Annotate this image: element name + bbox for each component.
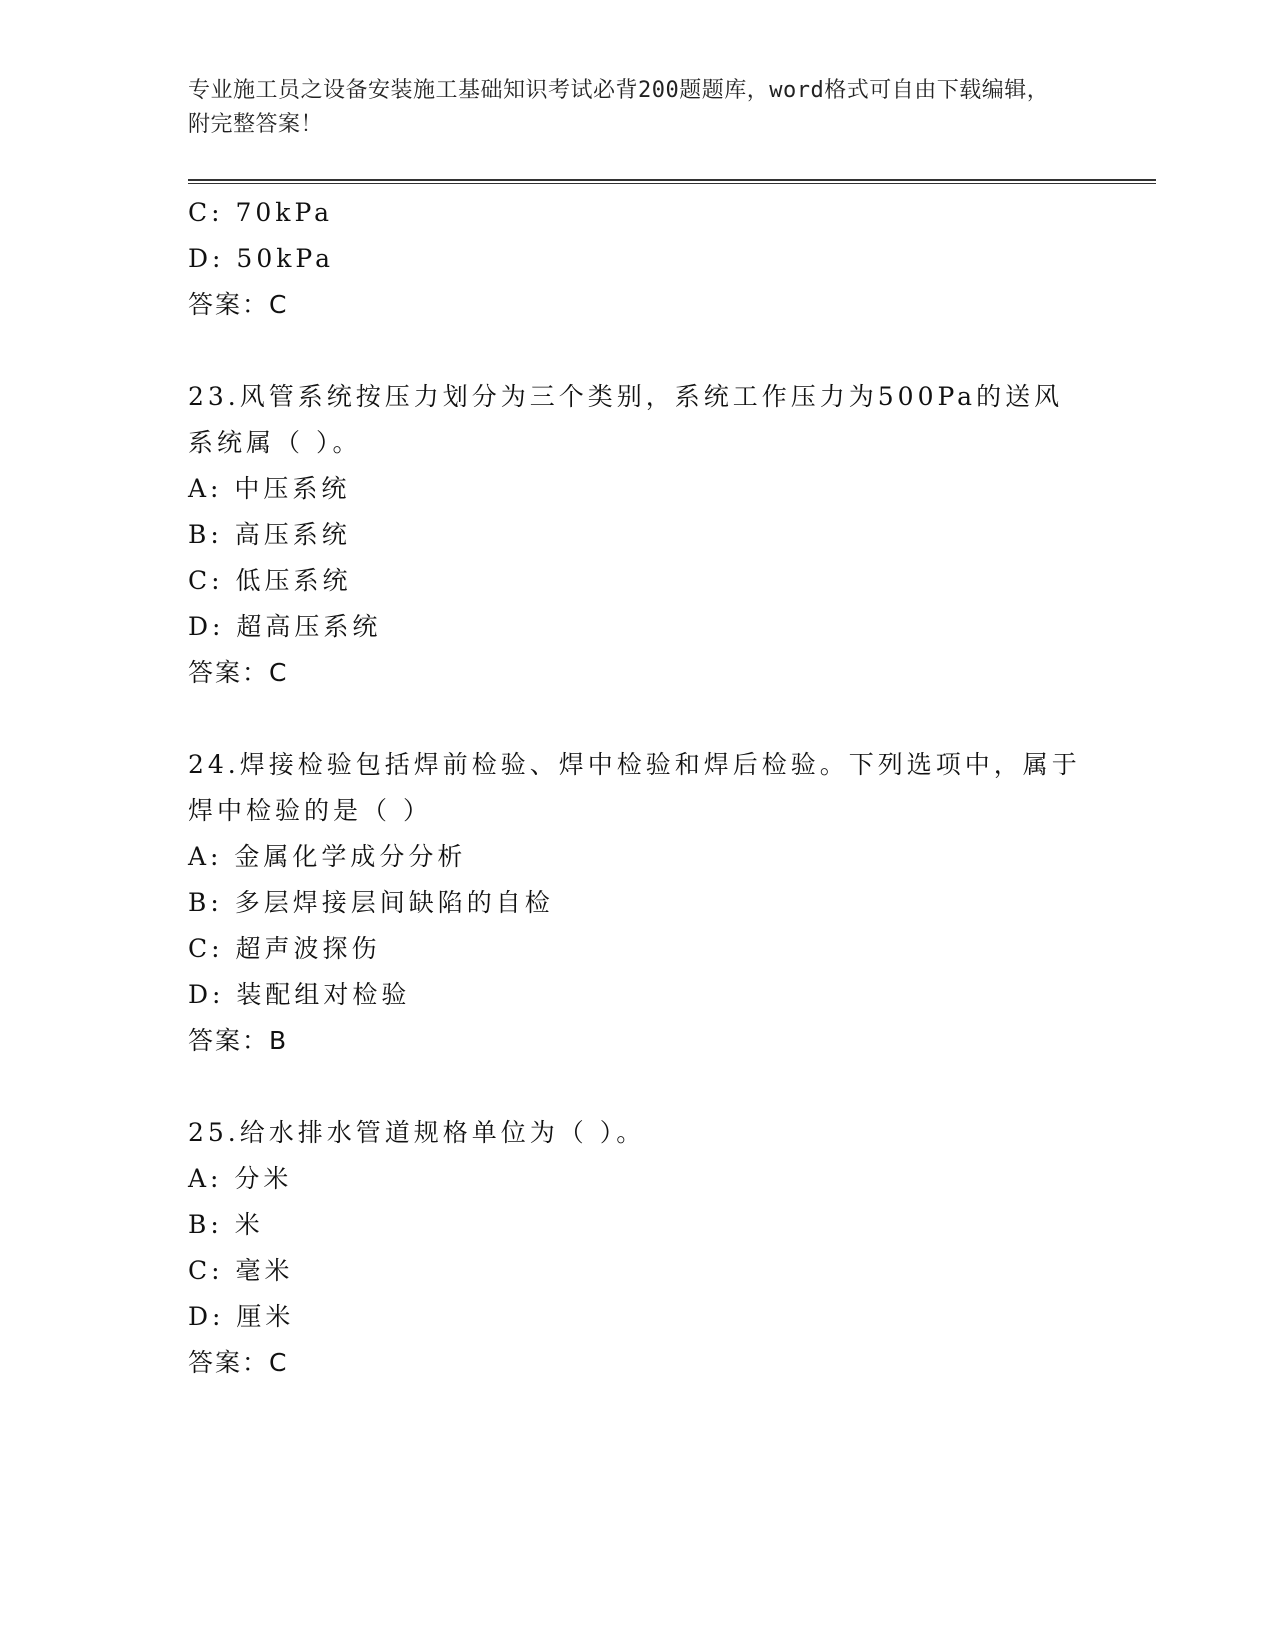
question-24-option-c: C: 超声波探伤 — [188, 934, 381, 963]
question-25-answer: 答案：C — [188, 1348, 289, 1377]
question-25-option-a: A: 分米 — [188, 1164, 293, 1193]
header-divider-thin — [188, 183, 1156, 184]
option-c: C: 70kPa — [188, 198, 334, 227]
header-divider — [188, 179, 1156, 181]
question-23-option-c: C: 低压系统 — [188, 566, 352, 595]
question-24-option-a: A: 金属化学成分分析 — [188, 842, 467, 871]
question-25-option-c: C: 毫米 — [188, 1256, 294, 1285]
question-23-option-a: A: 中压系统 — [188, 474, 351, 503]
document-header: 专业施工员之设备安装施工基础知识考试必背200题题库，word格式可自由下载编辑，附完整答案！ — [188, 78, 1050, 137]
question-23-answer: 答案：C — [188, 658, 289, 687]
question-24-option-d: D: 装配组对检验 — [188, 980, 411, 1009]
question-25-option-b: B: 米 — [188, 1210, 264, 1239]
question-24-answer: 答案：B — [188, 1026, 289, 1055]
question-23-stem: 23.风管系统按压力划分为三个类别，系统工作压力为500Pa的送风系统属（ ）。 — [188, 382, 1064, 457]
question-25-option-d: D: 厘米 — [188, 1302, 295, 1331]
option-d: D: 50kPa — [188, 244, 334, 273]
answer-line: 答案：C — [188, 290, 289, 319]
question-24-stem: 24.焊接检验包括焊前检验、焊中检验和焊后检验。下列选项中，属于焊中检验的是（ ） — [188, 750, 1081, 825]
document-body — [188, 190, 1088, 1386]
question-25-stem: 25.给水排水管道规格单位为（ ）。 — [188, 1118, 646, 1147]
question-24-option-b: B: 多层焊接层间缺陷的自检 — [188, 888, 554, 917]
question-23-option-d: D: 超高压系统 — [188, 612, 382, 641]
question-23-option-b: B: 高压系统 — [188, 520, 351, 549]
